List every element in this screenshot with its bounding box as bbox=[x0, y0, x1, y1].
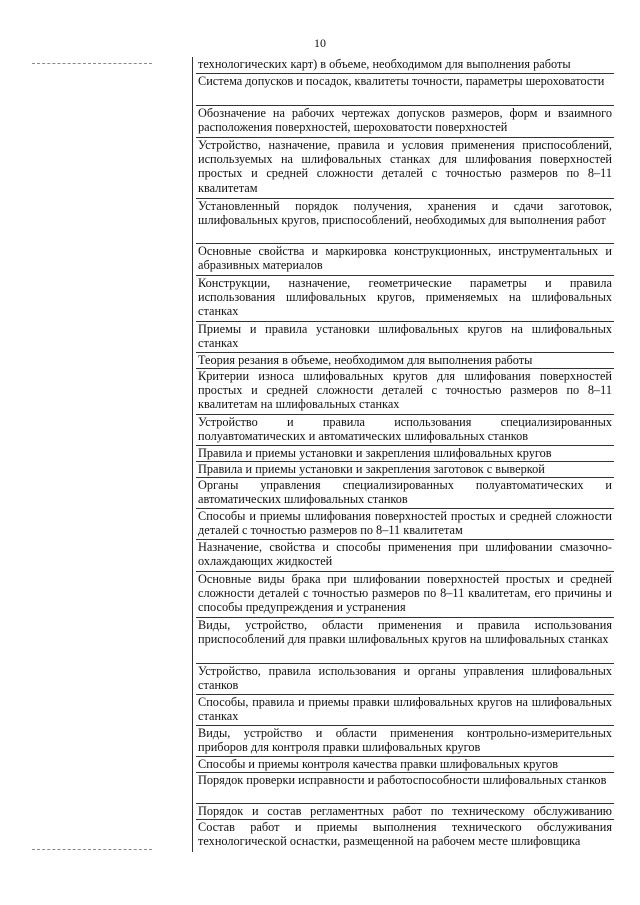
table-row: Устройство, правила использования и органы управления шлифовальных станков bbox=[196, 664, 614, 695]
column-divider bbox=[192, 57, 193, 852]
table-row: Теория резания в объеме, необходимом для выполнения работы bbox=[196, 353, 614, 369]
left-column-dash bbox=[32, 63, 152, 64]
table-row: Устройство, назначение, правила и условия применения приспособлений, используемых на шлифовальных станках для шлифования поверхностей простых и средней сложности деталей с точностью размеров по 8–11 квалитетам bbox=[196, 138, 614, 199]
table-row: Установленный порядок получения, хранения и сдачи заготовок, шлифовальных кругов, приспособлений, необходимых для выполнения работ bbox=[196, 199, 614, 244]
table-row: технологических карт) в объеме, необходимом для выполнения работы bbox=[196, 57, 614, 74]
requirements-table bbox=[24, 57, 618, 852]
table-row: Способы и приемы шлифования поверхностей простых и средней сложности деталей с точностью размеров по 8–11 квалитетам bbox=[196, 509, 614, 540]
table-row: Основные виды брака при шлифовании поверхностей простых и средней сложности деталей с точностью размеров по 8–11 квалитетам, его причины и способы предупреждения и устранения bbox=[196, 572, 614, 618]
left-column-empty bbox=[24, 57, 192, 852]
table-row: Обозначение на рабочих чертежах допусков размеров, форм и взаимного расположения поверхностей, шероховатости поверхностей bbox=[196, 106, 614, 138]
table-row: Порядок и состав регламентных работ по техническому обслуживанию bbox=[198, 804, 612, 818]
table-row: Способы, правила и приемы правки шлифовальных кругов на шлифовальных станках bbox=[196, 695, 614, 726]
table-row: Состав работ и приемы выполнения технического обслуживания технологической оснастки, размещенной на рабочем месте шлифовщика bbox=[198, 820, 612, 849]
page-number: 10 bbox=[314, 36, 326, 50]
table-row: Критерии износа шлифовальных кругов для шлифования поверхностей простых и средней сложности деталей с точностью размеров по 8–11 квалитетам на шлифовальных станках bbox=[196, 369, 614, 415]
table-row: Порядок проверки исправности и работоспособности шлифовальных станков bbox=[196, 773, 614, 804]
table-row: Приемы и правила установки шлифовальных кругов на шлифовальных станках bbox=[196, 322, 614, 353]
table-row: Виды, устройство, области применения и правила использования приспособлений для правки шлифовальных кругов на шлифовальных станках bbox=[196, 618, 614, 664]
table-row: Конструкции, назначение, геометрические параметры и правила использования шлифовальных кругов, применяемых на шлифовальных станках bbox=[196, 276, 614, 322]
left-column-dash bbox=[32, 849, 152, 850]
table-row: Система допусков и посадок, квалитеты точности, параметры шероховатости bbox=[196, 74, 614, 106]
table-row: Способы и приемы контроля качества правки шлифовальных кругов bbox=[196, 757, 614, 773]
table-row: Правила и приемы установки и закрепления шлифовальных кругов bbox=[196, 446, 614, 462]
table-row: Устройство и правила использования специализированных полуавтоматических и автоматических шлифовальных станков bbox=[196, 415, 614, 446]
table-row: Правила и приемы установки и закрепления заготовок с выверкой bbox=[196, 462, 614, 478]
table-row: Виды, устройство и области применения контрольно-измерительных приборов для контроля правки шлифовальных кругов bbox=[196, 726, 614, 757]
table-row: Назначение, свойства и способы применения при шлифовании смазочно-охлаждающих жидкостей bbox=[196, 540, 614, 572]
table-row: Основные свойства и маркировка конструкционных, инструментальных и абразивных материалов bbox=[196, 244, 614, 276]
table-row: Органы управления специализированных полуавтоматических и автоматических шлифовальных станков bbox=[196, 478, 614, 509]
knowledge-list bbox=[196, 57, 614, 852]
